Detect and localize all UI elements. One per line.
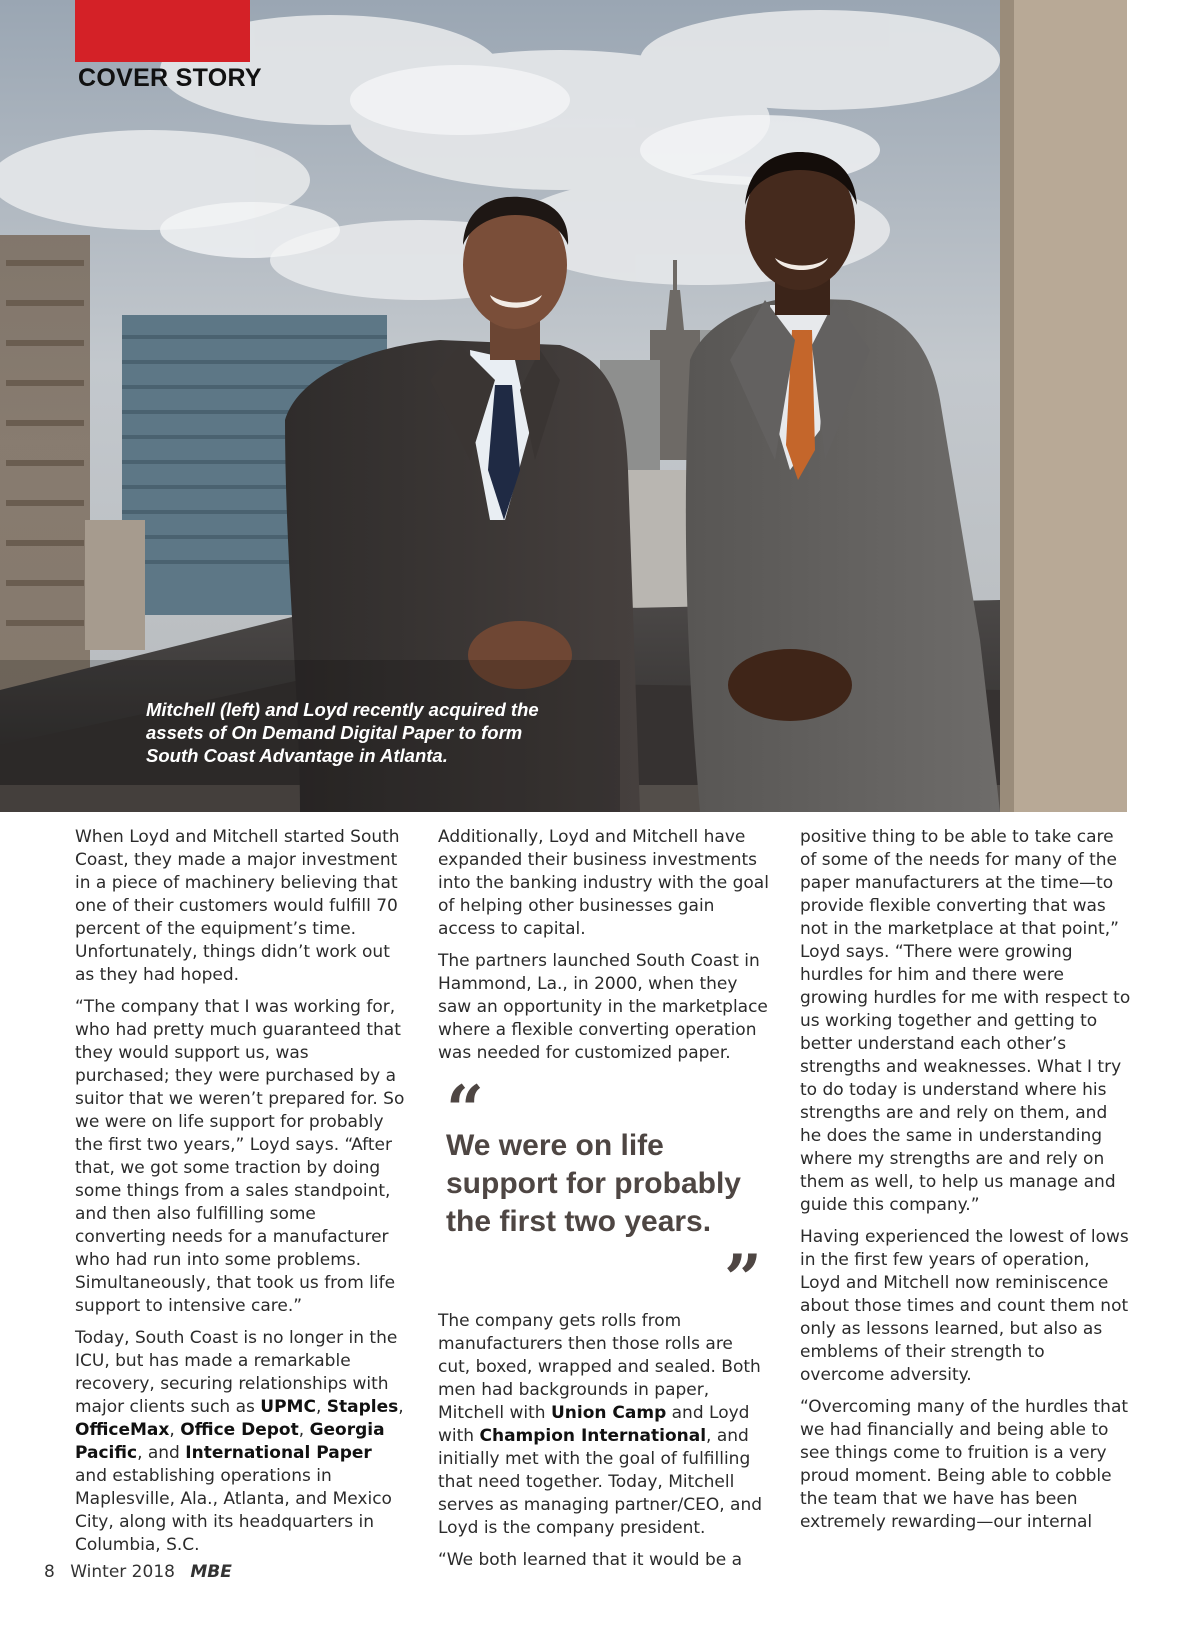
paragraph: “We both learned that it would be a (438, 1550, 743, 1570)
column-2-bottom (438, 1310, 770, 1572)
page-number: 8 (44, 1562, 55, 1582)
pull-quote-text: We were on life support for probably the first two years. (446, 1129, 741, 1238)
photo-caption: Mitchell (left) and Loyd recently acquired the assets of On Demand Digital Paper to form South Coast Advantage in Atlanta. (146, 699, 539, 766)
paragraph: positive thing to be able to take care of some of the needs for many of the paper manufacturers at the time—to provide flexible converting that was not in the marketplace at that point,” Loyd says. “There were growing hurdles for him and there were growing hurdles for me with respect to us working together and getting to better understand each other’s strengths and weaknesses. What I try to do today is understand where his strengths are and rely on them, and he does the same in understanding where my strengths are and rely on them as well, to help us manage and guide this company.” (800, 827, 1131, 1215)
paragraph: Having experienced the lowest of lows in the first few years of operation, Loyd and Mitchell now reminiscence about those times and count them not only as lessons learned, but also as emblems of their strength to overcome adversity. (800, 1227, 1129, 1385)
issue-date: Winter 2018 (70, 1562, 175, 1582)
magazine-name: MBE (190, 1562, 232, 1582)
section-label: COVER STORY (78, 64, 262, 92)
cover-photo (0, 0, 1127, 812)
bold-client-name: OfficeMax (75, 1420, 170, 1440)
open-quote-mark: “ (446, 1071, 484, 1149)
paragraph: “Overcoming many of the hurdles that we had financially and being able to see things come to fruition is a very proud moment. Being able to cobble the team that we have has been extremely rewarding—our internal (800, 1397, 1129, 1532)
article-column-2 (438, 826, 770, 1581)
article-column-1 (75, 826, 407, 1566)
paragraph: The partners launched South Coast in Hammond, La., in 2000, when they saw an opportunity in the marketplace where a flexible converting operation was needed for customized paper. (438, 951, 768, 1063)
bold-client-name: UPMC (260, 1397, 316, 1417)
paragraph: Additionally, Loyd and Mitchell have expanded their business investments into the banking industry with the goal of helping other businesses gain access to capital. (438, 827, 769, 939)
bold-client-name: Georgia Pacific (75, 1420, 385, 1463)
section-accent-block (75, 0, 250, 62)
column-2-top (438, 826, 770, 1065)
bold-client-name: Office Depot (180, 1420, 299, 1440)
page-footer (44, 1562, 242, 1582)
paragraph: When Loyd and Mitchell started South Coast, they made a major investment in a piece of machinery believing that one of their customers would fulfill 70 percent of the equipment’s time. Unfortunately, things didn’t work out as they had hoped. (75, 827, 400, 985)
paragraph: “The company that I was working for, who had pretty much guaranteed that they would support us, was purchased; they were purchased by a suitor that we weren’t prepared for. So we were on life support for probably the first two years,” Loyd says. “After that, we got some traction by doing some things from a sales standpoint, and then also fulfilling some converting needs for a manufacturer who had run into some problems. Simultaneously, that took us from life support to intensive care.” (75, 997, 405, 1316)
bold-client-name: International Paper (185, 1443, 372, 1463)
cover-photo-illustration (0, 0, 1127, 812)
close-quote-mark: ” (724, 1240, 762, 1318)
article-column-3 (800, 826, 1132, 1543)
bold-client-name: Staples (326, 1397, 399, 1417)
bold-client-name: Union Camp (550, 1403, 667, 1423)
paragraph: The company gets rolls from manufacturers then those rolls are cut, boxed, wrapped and sealed. Both men had backgrounds in paper, Mitchell with Union Camp and Loyd with Champion International, and initially met with the goal of fulfilling that need together. Today, Mitchell serves as managing partner/CEO, and Loyd is the company president. (438, 1311, 763, 1538)
paragraph: Today, South Coast is no longer in the ICU, but has made a remarkable recovery, securing relationships with major clients such as UPMC, Staples, OfficeMax, Office Depot, Georgia Pacific, and International Paper and establishing operations in Maplesville, Ala., Atlanta, and Mexico City, along with its headquarters in Columbia, S.C. (75, 1328, 404, 1555)
pull-quote (446, 1071, 762, 1318)
bold-client-name: Champion International (479, 1426, 707, 1446)
